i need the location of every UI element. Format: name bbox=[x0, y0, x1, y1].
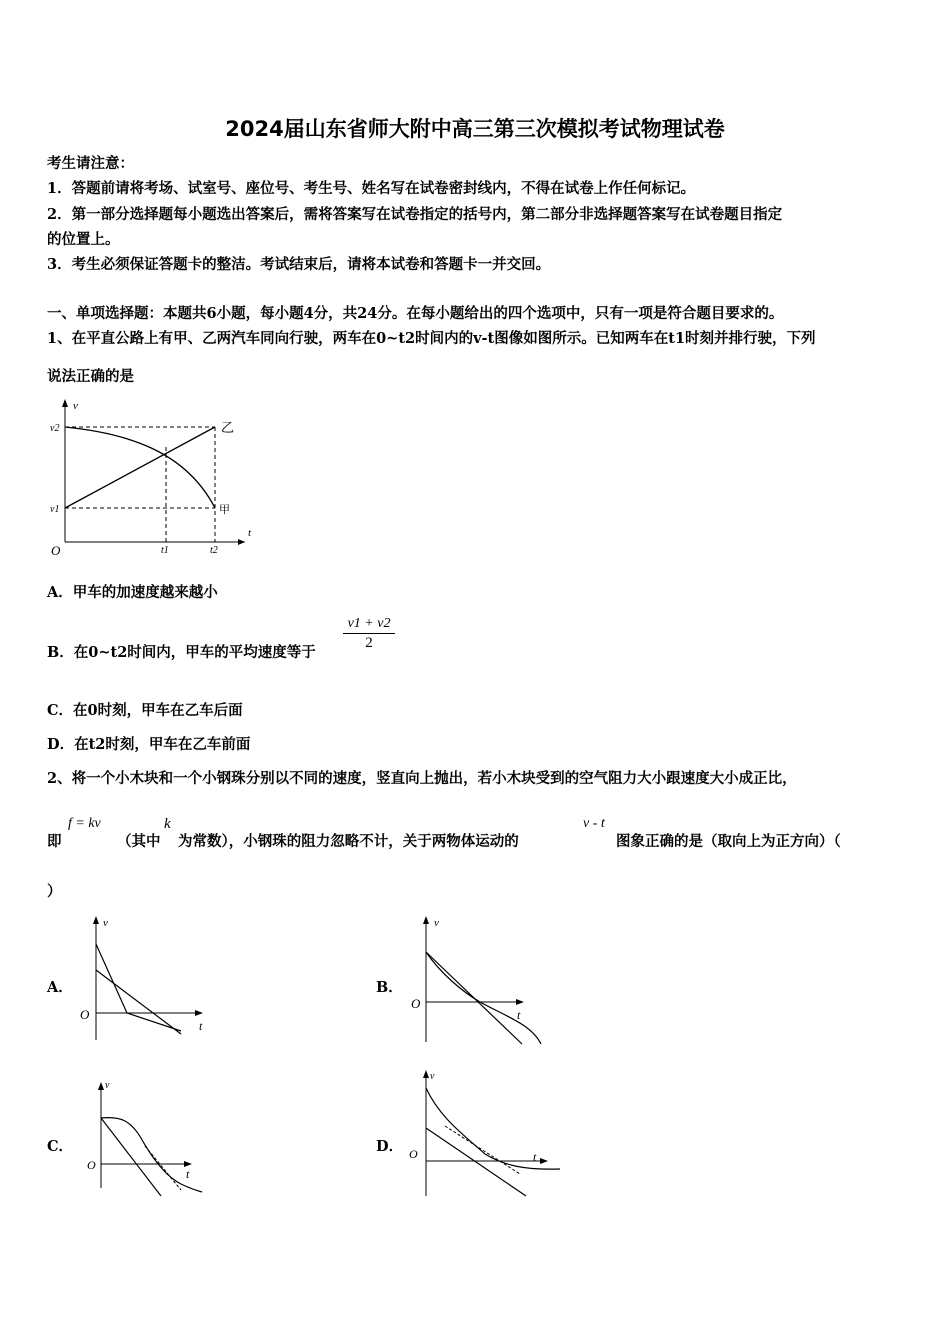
q1-stem: 1、在平直公路上有甲、乙两汽车同向行驶，两车在0~t2时间内的v-t图像如图所示。已知两车在t1时刻并排行驶，下列 bbox=[47, 330, 816, 347]
curve bbox=[426, 952, 541, 1044]
q1-option-b: B．在0~t2时间内，甲车的平均速度等于 bbox=[47, 644, 316, 661]
q2-graph-b bbox=[405, 912, 555, 1047]
q2-graph-c bbox=[85, 1076, 215, 1196]
q2-formula-f: f = kv bbox=[68, 816, 101, 831]
q2-option-b-label: B． bbox=[376, 979, 403, 996]
notice-item-3: 3．考生必须保证答题卡的整洁。考试结束后，请将本试卷和答题卡一并交回。 bbox=[47, 256, 551, 273]
q1-vt-graph bbox=[45, 395, 260, 560]
t1-label: t1 bbox=[161, 545, 169, 556]
axis-t-label: t bbox=[533, 1150, 537, 1164]
axis-v-label: v bbox=[430, 1071, 435, 1082]
axis-v-label: v bbox=[73, 400, 78, 412]
origin-label: O bbox=[409, 1147, 418, 1161]
fraction-bar bbox=[343, 633, 395, 634]
q1-option-a: A．甲车的加速度越来越小 bbox=[47, 584, 218, 601]
origin-label: O bbox=[80, 1007, 90, 1022]
notice-item-2: 2．第一部分选择题每小题选出答案后，需将答案写在试卷指定的括号内，第二部分非选择题答案写在试卷题目指定 bbox=[47, 206, 783, 223]
fraction-numerator: v1 + v2 bbox=[347, 616, 391, 631]
q1-option-d: D．在t2时刻，甲车在乙车前面 bbox=[47, 736, 251, 753]
axis-t-label: t bbox=[186, 1167, 190, 1181]
q2-stem-ji: 即 bbox=[47, 833, 62, 850]
q1-option-b-fraction bbox=[343, 616, 395, 652]
q2-option-a-label: A． bbox=[47, 979, 73, 996]
q2-option-d-label: D． bbox=[376, 1138, 404, 1155]
q2-stem-end: 图象正确的是（取向上为正方向）（ bbox=[616, 833, 841, 850]
v1-label: v1 bbox=[50, 504, 60, 515]
fraction-denominator: 2 bbox=[365, 635, 373, 651]
axis-t-label: t bbox=[517, 1008, 521, 1022]
q1-stem-cont: 说法正确的是 bbox=[47, 368, 134, 385]
notice-item-2-cont: 的位置上。 bbox=[47, 231, 120, 248]
origin-label: O bbox=[411, 996, 421, 1011]
section-heading: 一、单项选择题：本题共6小题，每小题4分，共24分。在每小题给出的四个选项中，只有一项是符合题目要求的。 bbox=[47, 305, 784, 322]
q2-stem-qizhong: （其中 bbox=[117, 833, 161, 850]
q2-stem: 2、将一个小木块和一个小钢珠分别以不同的速度，竖直向上抛出，若小木块受到的空气阻力大小跟速度大小成正比， bbox=[47, 770, 797, 787]
line-straight bbox=[101, 1118, 161, 1196]
q1-option-c: C．在0时刻，甲车在乙车后面 bbox=[47, 702, 243, 719]
page-title: 2024届山东省师大附中高三第三次模拟考试物理试卷 bbox=[225, 117, 725, 141]
q2-graph-d bbox=[405, 1066, 565, 1201]
q2-stem-mid: 为常数），小钢珠的阻力忽略不计，关于两物体运动的 bbox=[178, 833, 519, 850]
line-steep bbox=[96, 944, 127, 1013]
jia-label: 甲 bbox=[219, 504, 230, 516]
q2-stem-close: ） bbox=[47, 883, 62, 900]
t2-label: t2 bbox=[210, 545, 218, 556]
notice-item-1: 1．答题前请将考场、试室号、座位号、考生号、姓名写在试卷密封线内，不得在试卷上作任何标记。 bbox=[47, 180, 696, 197]
v2-label: v2 bbox=[50, 423, 60, 434]
origin-label: O bbox=[51, 543, 61, 558]
q2-formula-vt: v - t bbox=[583, 816, 605, 831]
axis-t-label: t bbox=[199, 1019, 203, 1033]
origin-label: O bbox=[87, 1158, 96, 1172]
q2-formula-k: k bbox=[164, 816, 171, 832]
axis-t-label: t bbox=[248, 527, 252, 539]
axis-v-label: v bbox=[434, 917, 439, 929]
axis-v-label: v bbox=[103, 917, 108, 929]
notice-heading: 考生请注意： bbox=[47, 155, 134, 172]
axis-v-label: v bbox=[105, 1080, 110, 1091]
line-straight bbox=[426, 1128, 526, 1196]
q2-graph-a bbox=[75, 912, 215, 1044]
yi-label: 乙 bbox=[221, 420, 235, 435]
line-gentle bbox=[96, 970, 181, 1034]
q2-option-c-label: C． bbox=[47, 1138, 74, 1155]
line-yi bbox=[65, 427, 215, 508]
